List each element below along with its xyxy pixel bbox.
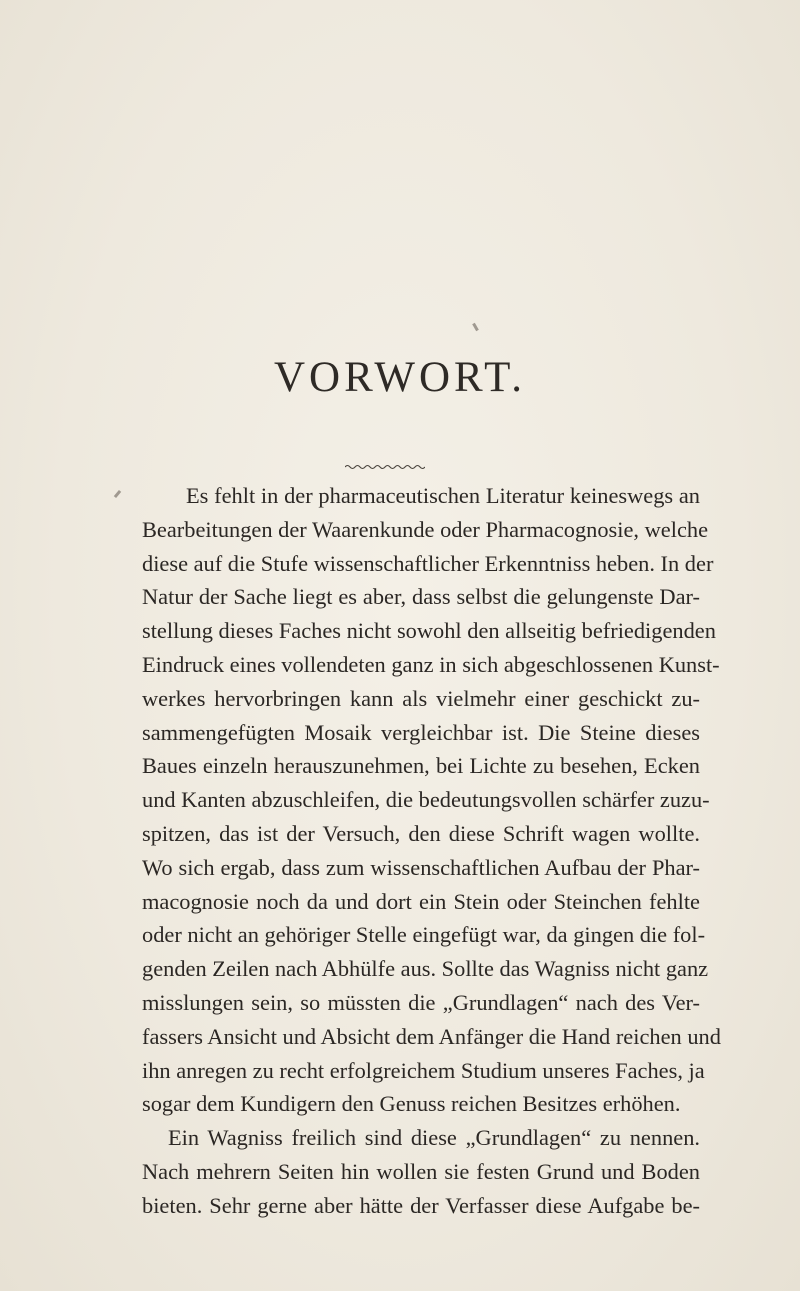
body-text xyxy=(142,479,721,1223)
text-line: Ein Wagniss freilich sind diese „Grundlagen“ zu nennen. xyxy=(168,1125,700,1151)
text-line: fassers Ansicht und Absicht dem Anfänger die Hand reichen und xyxy=(142,1023,721,1049)
text-line: diese auf die Stufe wissenschaftlicher Erkenntniss heben. In der xyxy=(142,550,714,576)
text-line: genden Zeilen nach Abhülfe aus. Sollte das Wagniss nicht ganz xyxy=(142,956,709,982)
text-line: Eindruck eines vollendeten ganz in sich abgeschlossenen Kunst- xyxy=(142,651,720,677)
paragraph-1 xyxy=(142,479,721,1121)
text-line: Bearbeitungen der Waarenkunde oder Pharmacognosie, welche xyxy=(142,516,709,542)
text-line: werkes hervorbringen kann als vielmehr einer geschickt zu- xyxy=(142,685,700,711)
text-line: Baues einzeln herauszunehmen, bei Lichte zu besehen, Ecken xyxy=(142,753,700,779)
paragraph-2 xyxy=(142,1121,700,1222)
print-speck xyxy=(114,490,121,498)
text-line: sammengefügten Mosaik vergleichbar ist. Die Steine dieses xyxy=(142,719,700,745)
text-line: Es fehlt in der pharmaceutischen Literatur keineswegs an xyxy=(186,483,700,508)
text-line: macognosie noch da und dort ein Stein oder Steinchen fehlte xyxy=(142,888,700,914)
print-speck xyxy=(472,323,479,331)
text-line: und Kanten abzuschleifen, die bedeutungsvollen schärfer zuzu- xyxy=(142,787,710,813)
text-line: ihn anregen zu recht erfolgreichem Studium unseres Faches, ja xyxy=(142,1057,705,1083)
text-line: spitzen, das ist der Versuch, den diese Schrift wagen wollte. xyxy=(142,820,700,846)
text-line: Wo sich ergab, dass zum wissenschaftlichen Aufbau der Phar- xyxy=(142,854,700,880)
page-heading: VORWORT. xyxy=(274,354,526,401)
text-line: Nach mehrern Seiten hin wollen sie festen Grund und Boden xyxy=(142,1158,700,1184)
text-line: oder nicht an gehöriger Stelle eingefügt war, da gingen die fol- xyxy=(142,922,706,948)
text-line: stellung dieses Faches nicht sowohl den allseitig befriedigenden xyxy=(142,618,716,644)
text-line: bieten. Sehr gerne aber hätte der Verfasser diese Aufgabe be- xyxy=(142,1192,700,1218)
text-line: Natur der Sache liegt es aber, dass selbst die gelungenste Dar- xyxy=(142,584,700,610)
ornamental-rule xyxy=(345,463,425,471)
text-line: sogar dem Kundigern den Genuss reichen Besitzes erhöhen. xyxy=(142,1091,681,1117)
text-line: misslungen sein, so müssten die „Grundlagen“ nach des Ver- xyxy=(142,989,700,1015)
